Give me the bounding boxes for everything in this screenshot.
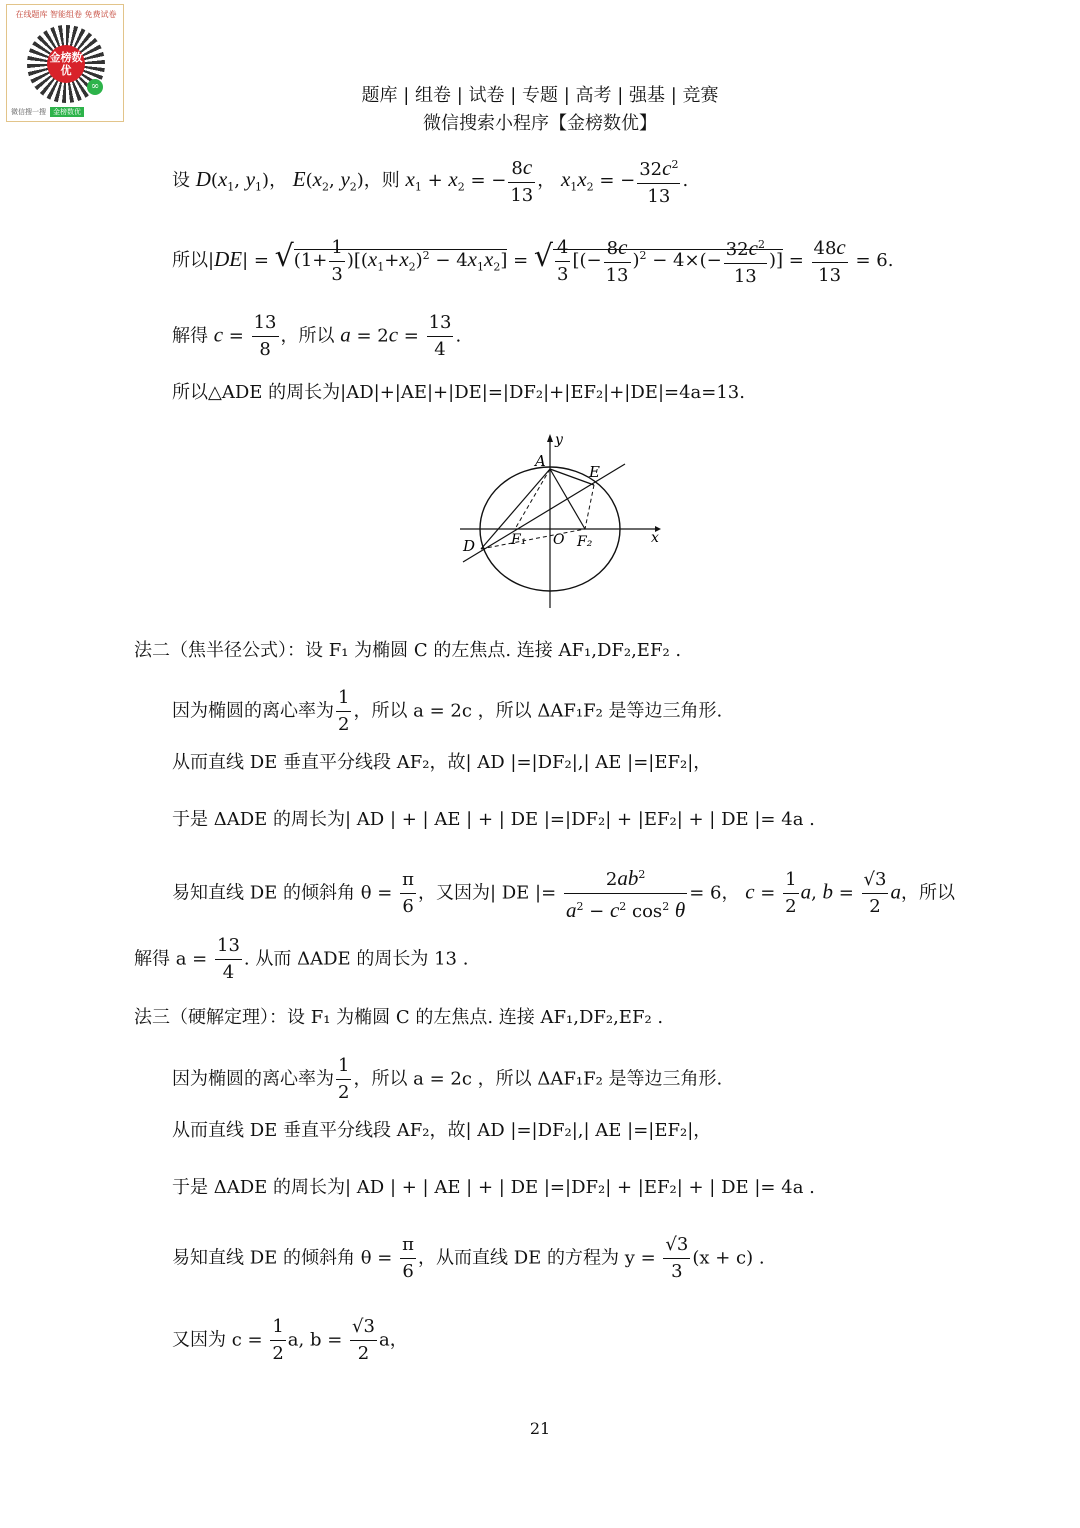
text: ，从而直线 DE 的方程为 y = [417,1247,656,1269]
method3-line-d: 易知直线 DE 的倾斜角 θ = $\frac{\pi}{6}$ ，从而直线 DE 的方程为 y = $\frac{√3}{3}$ (x + c) . [172,1234,765,1282]
text: ，所以 a = 2c ，所以 ΔAF₁F₂ 是等边三角形. [353,700,723,722]
method3-line-a: 因为椭圆的离心率为 $\frac{1}{2}$ ，所以 a = 2c ，所以 ΔAF₁F₂ 是等边三角形. [172,1055,723,1103]
method2-line-a: 因为椭圆的离心率为 $\frac{1}{2}$ ，所以 a = 2c ，所以 ΔAF₁F₂ 是等边三角形. [172,687,723,735]
text: (x + c) . [692,1247,765,1269]
text: ，则 [363,170,400,191]
label-O: O [553,532,565,548]
page-number: 21 [529,1419,551,1438]
label-y: y [555,432,563,448]
label-F1: F₁ [511,532,527,548]
method2-line-b: 从而直线 DE 垂直平分线段 AF₂，故| AD |=|DF₂|,| AE |=|EF₂|， [172,752,712,773]
method2-line-e: 解得 a = $\frac{13}{4}$ . 从而 ΔADE 的周长为 13 . [134,935,469,983]
line-solve-c: 解得 c = $\frac{13}{8}$ ，所以 a = 2c = $\frac{13}{4}$ . [172,312,462,360]
label-E: E [589,463,600,481]
y-arrow [547,434,553,442]
text: 解得 [172,325,208,347]
method3-title: 法三（硬解定理）：设 F₁ 为椭圆 C 的左焦点. 连接 AF₁,DF₂,EF₂ . [134,1007,664,1028]
text: 因为椭圆的离心率为 [172,700,334,722]
line-perimeter: 所以△ADE 的周长为|AD|+|AE|+|DE|=|DF₂|+|EF₂|+|DE|=4a=13. [172,382,745,403]
text: 易知直线 DE 的倾斜角 θ = [172,882,393,904]
text: ，所以 a = 2c ，所以 ΔAF₁F₂ 是等边三角形. [353,1068,723,1090]
logo-bar-right: 金榜数优 [50,107,84,117]
method3-line-b: 从而直线 DE 垂直平分线段 AF₂，故| AD |=|DF₂|,| AE |=|EF₂|， [172,1120,712,1141]
segment-AF2 [550,469,585,529]
text: a， [378,1329,408,1351]
text: ，所以 [280,325,335,347]
text: 解得 a = [134,948,208,970]
label-x: x [651,530,659,546]
logo-arc-text: 在线题库 智能组卷 免费试卷 [15,10,117,19]
header-subtitle: 微信搜索小程序【金榜数优】 [423,113,657,134]
label-D: D [463,537,476,555]
text: 又因为 c = [172,1329,263,1351]
text: 设 [172,170,190,191]
line-vieta: 设 $D(x_1$, $y_1$)， $E(x_2$, $y_2$)，则 $x_1 + x_2$ = − $\frac{8c}{13}$ ， $x_1x_2$ = − $\frac{32c^2}{13}$ . [172,152,688,210]
text: 所以 [172,250,208,271]
text: = 6， [689,882,740,904]
miniprogram-icon: ∞ [87,79,103,95]
logo-bar-left: 微信搜一搜 [11,108,46,116]
text: 因为椭圆的离心率为 [172,1068,334,1090]
text: ，所以 [900,882,955,904]
line-chord-length: 所以|DE| = √(1+ $\frac{1}{3}$ )$[(x_1+x_2)^2 - 4x_1x_2]$ = √ $\frac{4}{3}$ [(− $\frac{8c}{13}$ )$^2$ − 4×(− $\frac{32c^2}{13}$ )] = $\frac{48c}{13}$ = 6. [172,232,893,290]
header-nav: 题库 | 组卷 | 试卷 | 专题 | 高考 | 强基 | 竞赛 [361,85,719,106]
text: . 从而 ΔADE 的周长为 13 . [243,948,469,970]
method2-line-c: 于是 ΔADE 的周长为| AD | + | AE | + | DE |=|DF₂| + |EF₂| + | DE |= 4a . [172,809,815,830]
text: 易知直线 DE 的倾斜角 θ = [172,1247,393,1269]
label-A: A [535,452,546,470]
label-F2: F₂ [577,534,593,550]
ellipse-figure [455,428,665,610]
text: ，又因为| DE |= [417,882,557,904]
method3-line-c: 于是 ΔADE 的周长为| AD | + | AE | + | DE |=|DF₂| + |EF₂| + | DE |= 4a . [172,1177,815,1198]
method3-line-e: 又因为 c = $\frac{1}{2}$ a, b = $\frac{√3}{2}$ a， [172,1316,408,1364]
segment-EF2 [585,485,594,529]
logo-core: 金榜数优 [47,45,85,83]
line-DE [463,464,625,562]
text: a, b = [287,1329,343,1351]
method2-title: 法二（焦半径公式）：设 F₁ 为椭圆 C 的左焦点. 连接 AF₁,DF₂,EF₂ . [134,640,682,661]
method2-line-d: 易知直线 DE 的倾斜角 θ = $\frac{\pi}{6}$ ，又因为| DE |= $\frac{2ab^2}{a^2 - c^2 \cos^2 \theta}$ = 6， c = $\frac{1}{2}$ a, b = $\frac{√3}{2}$ a，所以 [172,862,955,925]
segment-DF2 [481,529,585,549]
